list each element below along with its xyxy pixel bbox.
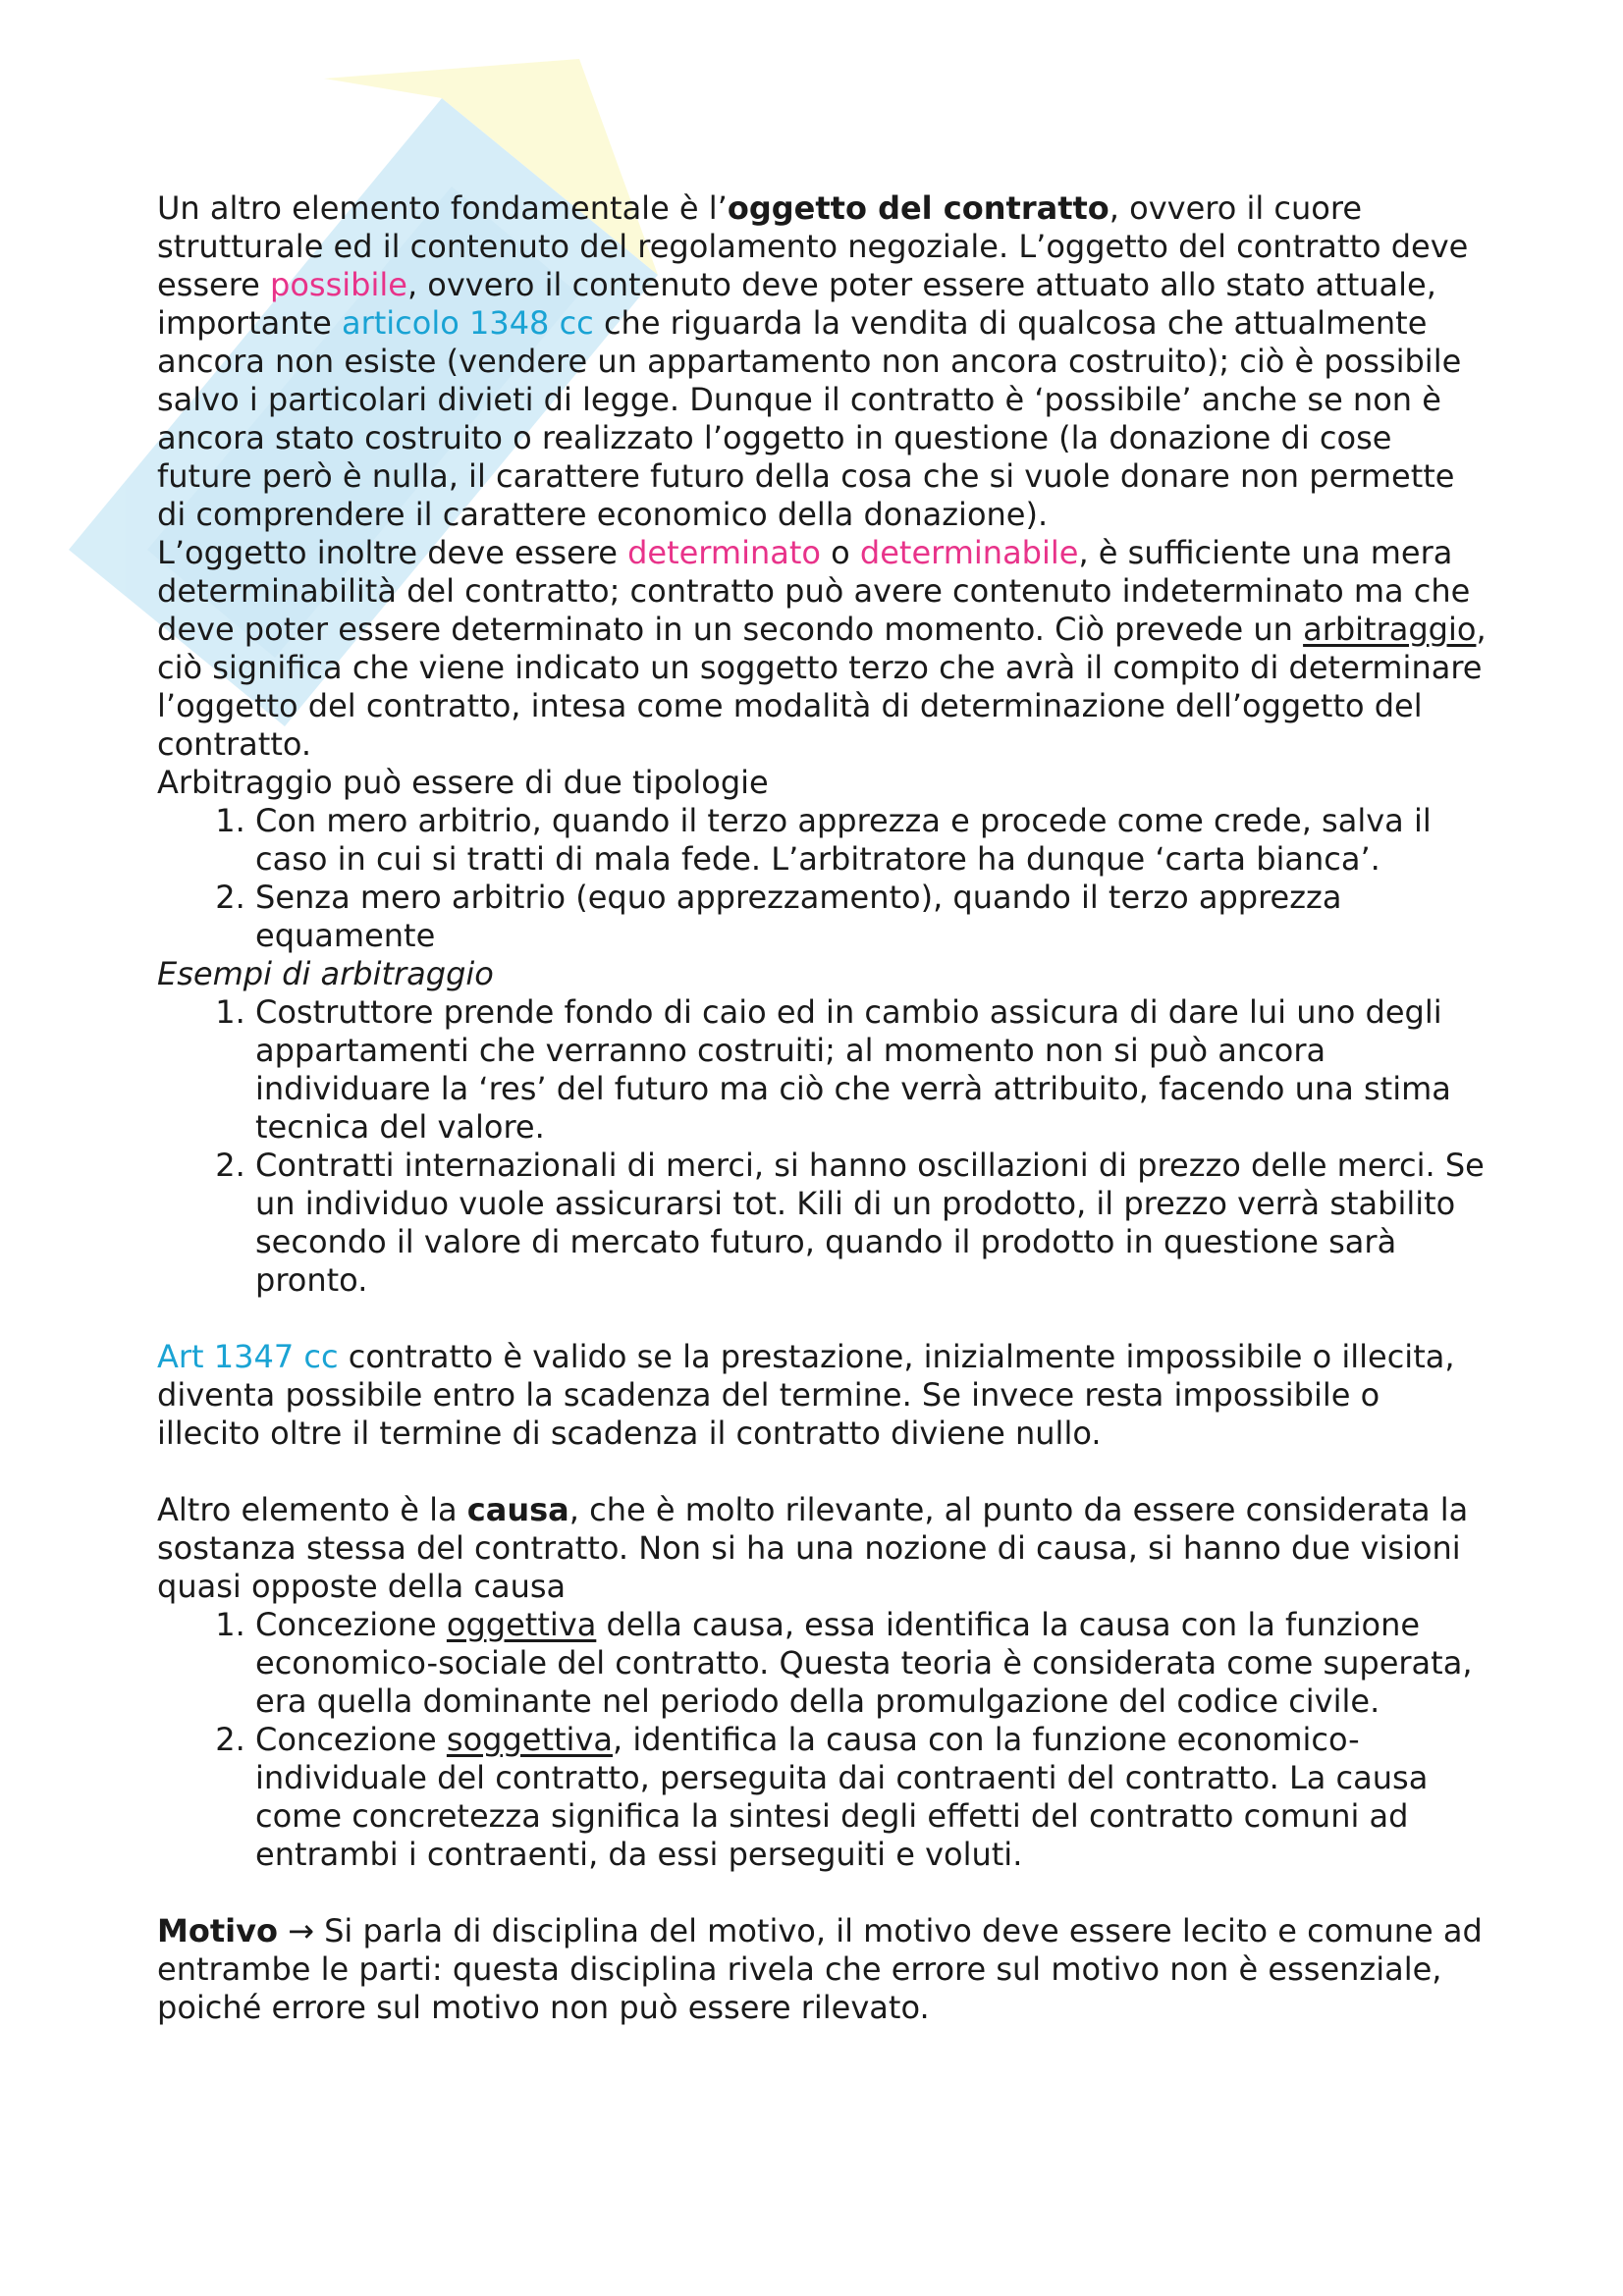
document-page xyxy=(157,189,1492,2027)
bold-term: causa xyxy=(466,1491,569,1528)
highlight-term: determinabile xyxy=(859,534,1079,571)
spacer xyxy=(157,1300,1492,1338)
underlined-term: arbitraggio xyxy=(1303,611,1477,648)
list-tipologie xyxy=(157,802,1492,955)
paragraph-oggetto: Un altro elemento fondamentale è l’oggetto del contratto, ovvero il cuore strutturale ed il contenuto del regolamento negoziale. L’oggetto del contratto deve essere possibile, ovvero il contenuto deve poter essere attuato allo stato attuale, importante articolo 1348 cc che riguarda la vendita di qualcosa che attualmente ancora non esiste (vendere un appartamento non ancora costruito); ciò è possibile salvo i particolari divieti di legge. Dunque il contratto è ‘possibile’ anche se non è ancora stato costruito o realizzato l’oggetto in questione (la donazione di cose future però è nulla, il carattere futuro della cosa che si vuole donare non permette di comprendere il carattere economico della donazione). xyxy=(157,189,1469,533)
list-concezioni xyxy=(157,1606,1492,1874)
list-item: 1. Con mero arbitrio, quando il terzo apprezza e procede come crede, salva il caso in cui si tratti di mala fede. L’arbitratore ha dunque ‘carta bianca’. xyxy=(255,802,1492,879)
list-item: 2. Contratti internazionali di merci, si hanno oscillazioni di prezzo delle merci. Se un individuo vuole assicurarsi tot. Kili di un prodotto, il prezzo verrà stabilito secondo il valore di mercato futuro, quando il prodotto in questione sarà pronto. xyxy=(255,1147,1492,1300)
highlight-term: possibile xyxy=(270,266,407,303)
highlight-term: determinato xyxy=(627,534,821,571)
bold-term: oggetto del contratto xyxy=(727,189,1109,227)
article-reference: Art 1347 cc xyxy=(157,1338,339,1375)
spacer xyxy=(157,1453,1492,1491)
paragraph-tipologie: Arbitraggio può essere di due tipologie xyxy=(157,764,769,801)
paragraph-determinabile: L’oggetto inoltre deve essere determinato o determinabile, è sufficiente una mera determinabilità del contratto; contratto può avere contenuto indeterminato ma che deve poter essere determinato in un secondo momento. Ciò prevede un arbitraggio, ciò significa che viene indicato un soggetto terzo che avrà il compito di determinare l’oggetto del contratto, intesa come modalità di determinazione dell’oggetto del contratto. xyxy=(157,534,1487,763)
article-reference: articolo 1348 cc xyxy=(341,304,594,342)
list-item: 1. Concezione oggettiva della causa, essa identifica la causa con la funzione economico-sociale del contratto. Questa teoria è considerata come superata, era quella dominante nel periodo della promulgazione del codice civile. xyxy=(255,1606,1492,1721)
underlined-term: oggettiva xyxy=(446,1606,597,1643)
underlined-term: soggettiva xyxy=(446,1721,613,1758)
paragraph-esempi-heading: Esempi di arbitraggio xyxy=(157,955,494,992)
paragraph-motivo: Motivo → Si parla di disciplina del motivo, il motivo deve essere lecito e comune ad entrambe le parti: questa disciplina rivela che errore sul motivo non è essenziale, poiché errore sul motivo non può essere rilevato. xyxy=(157,1912,1483,2026)
list-item: 1. Costruttore prende fondo di caio ed in cambio assicura di dare lui uno degli appartamenti che verranno costruiti; al momento non si può ancora individuare la ‘res’ del futuro ma ciò che verrà attribuito, facendo una stima tecnica del valore. xyxy=(255,993,1492,1147)
paragraph-causa: Altro elemento è la causa, che è molto rilevante, al punto da essere considerata la sostanza stessa del contratto. Non si ha una nozione di causa, si hanno due visioni quasi opposte della causa xyxy=(157,1491,1469,1605)
paragraph-art-1347: Art 1347 cc contratto è valido se la prestazione, inizialmente impossibile o illecita, diventa possibile entro la scadenza del termine. Se invece resta impossibile o illecito oltre il termine di scadenza il contratto diviene nullo. xyxy=(157,1338,1455,1452)
list-esempi xyxy=(157,993,1492,1300)
bold-term: Motivo xyxy=(157,1912,278,1949)
spacer xyxy=(157,1874,1492,1912)
list-item: 2. Concezione soggettiva, identifica la causa con la funzione economico-individuale del contratto, perseguita dai contraenti del contratto. La causa come concretezza significa la sintesi degli effetti del contratto comuni ad entrambi i contraenti, da essi perseguiti e voluti. xyxy=(255,1721,1492,1874)
list-item: 2. Senza mero arbitrio (equo apprezzamento), quando il terzo apprezza equamente xyxy=(255,879,1492,955)
